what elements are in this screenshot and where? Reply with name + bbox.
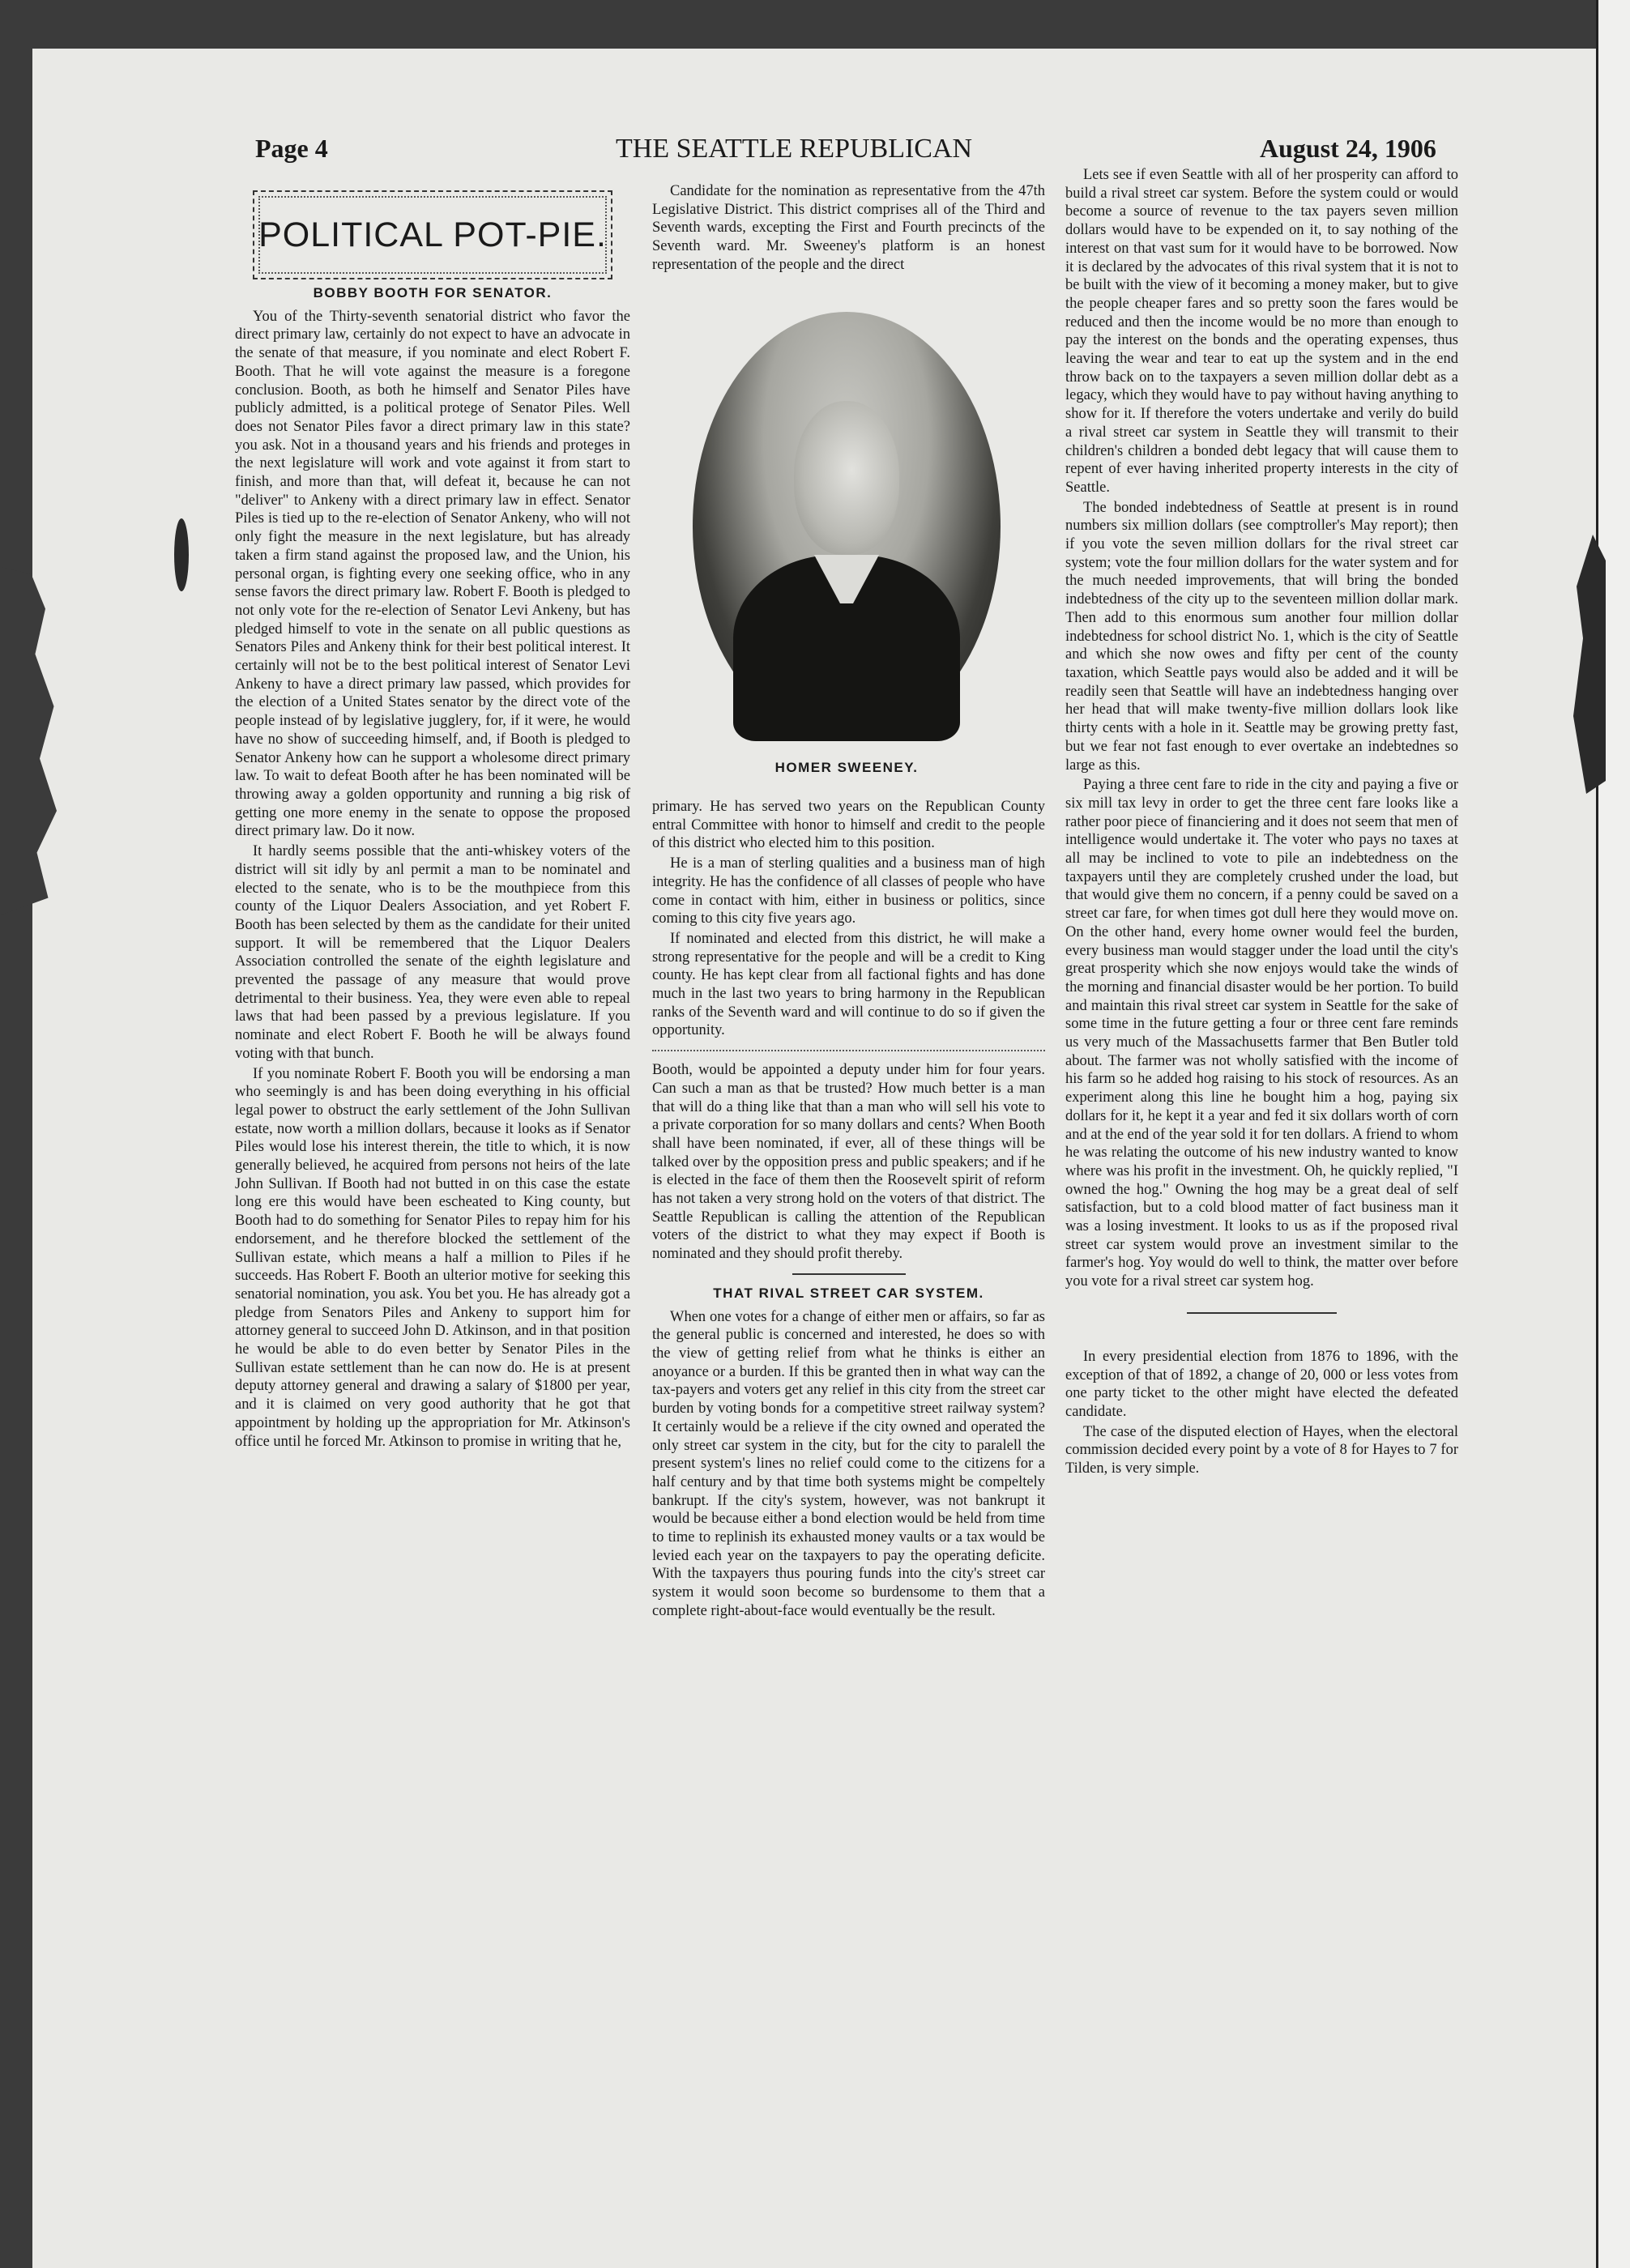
- page-number: Page 4: [255, 134, 328, 163]
- portrait-face: [794, 401, 899, 555]
- section-title-box: [253, 190, 612, 279]
- article-paragraph: Booth, would be appointed a deputy under him for four years. Can such a man as that be trusted? How much better is a man that will do a thing like that than a man who will sell his vote to a private corporation for so many dollars and cents? When Booth shall have been nominated, if ever, all of these things will be talked over by the opposition press and public speakers; and if he is elected in the face of them then the Roosevelt spirit of reform has not taken a very strong hold on the voters of that district. The Seattle Republican is calling the attention of the Republican voters of the district to what they may expect if Booth is nominated and they should profit thereby.: [652, 1062, 1045, 1263]
- article-paragraph: When one votes for a change of either men or affairs, so far as the general public is concerned and interested, he does so with the view of getting relief from what he thinks is either an anoyance or a burden. If this be granted then in what way can the tax-payers and voters get any relief in this city from the street car burden by voting bonds for a competitive street railway system? It certainly would be a relieve if the city owned and operated the only street car system in the city, but for the city to paralell the present system's lines no relief could come to the citizens for a half century and by that time both systems might be compeltely bankrupt. If the city's system, however, was not bankrupt it would be because either a bond election would be held from time to time to replinish its exhausted money vaults or a tax would be levied each year on the taxpayers to pay the operating deficite. With the taxpayers thus pouring funds into the city's street car system it would soon become so burdensome to them that a complete right-about-face would eventually be the result.: [652, 1308, 1045, 1619]
- masthead-title: THE SEATTLE REPUBLICAN: [616, 134, 973, 164]
- article-paragraph: If you nominate Robert F. Booth you will be endorsing a man who seemingly is and has been doing everything in his official legal power to obstruct the early settlement of the John Sullivan estate, now worth a million dollars, because it looks as if Senator Piles would lose his interest therein, the title to which, it is now generally believed, he acquired from persons not heirs of the late John Sullivan. If Booth had not butted in on this case the estate long ere this would have been escheated to King county, but Booth had to do something for Senator Piles to repay him for his endorsement, and he therefore blocked the settlement of the Sullivan estate, which means a half a million to Piles if he succeeds. Has Robert F. Booth an ulterior motive for seeking this senatorial nomination, you ask. You bet you. He has already got a pledge from Senators Piles and Ankeny to support him for attorney general to succeed John D. Atkinson, and in that position he would be able to do even better by Senator Piles in the Sullivan estate settlement than he can now do. He is at present deputy attorney general and drawing a salary of $1800 per year, and it is claimed on very good authority that he got that appointment by holding up the appropriation for Mr. Atkinson's office until he forced Mr. Atkinson to promise in writing that he,: [235, 1065, 630, 1450]
- article-paragraph: He is a man of sterling qualities and a business man of high integrity. He has the confidence of all classes of people who have come in contact with him, either in business or politics, since coming to this city five years ago.: [652, 855, 1045, 927]
- section-rule: [1187, 1312, 1337, 1314]
- article-headline: THAT RIVAL STREET CAR SYSTEM.: [713, 1285, 984, 1301]
- issue-date: August 24, 1906: [1260, 134, 1436, 163]
- paper-hole: [174, 518, 189, 591]
- column-3: [1065, 166, 1458, 1478]
- dotted-divider: [652, 1050, 1045, 1051]
- portrait-caption: HOMER SWEENEY.: [774, 760, 919, 775]
- column-1: [235, 190, 630, 1451]
- article-paragraph: If nominated and elected from this district, he will make a strong representative for the people and will be a credit to King county. He has kept clear from all factional fights and has done much in the last two years to bring harmony in the Republican ranks of the Seventh ward and will continue to do so if given the opportunity.: [652, 930, 1045, 1039]
- article-paragraph: You of the Thirty-seventh senatorial district who favor the direct primary law, certainly do not expect to have an advocate in the senate of that measure, if you nominate and elect Robert F. Booth. That he will vote against the measure is a foregone conclusion. Booth, as both he himself and Senator Piles have publicly admitted, is a political protege of Senator Piles. Well does not Senator Piles favor a direct primary law in this state? you ask. Not in a thousand years and his friends and proteges in the next legislature will work and vote against it from start to finish, and more than that, will defeat it, because he can not "deliver" to Ankeny with a direct primary law in effect. Senator Piles is tied up to the re-election of Senator Ankeny, who will not only fight the measure in the next legislature, but has already taken a firm stand against the proposed law, and the Union, his personal organ, is fighting every one seeking office, who in any sense favors the direct primary law. Robert F. Booth is pledged to not only vote for the re-election of Senator Levi Ankeny, but has pledged himself to vote in the senate on all public questions as Senators Piles and Ankeny think for their best political interest. It certainly will not be to the best political interest of Senator Levi Ankeny to have a direct primary law passed, which provides for the election of a United States senator by the direct vote of the people instead of by legislative jugglery, for, if it were, he would have no show of succeeding himself, and, if Booth is pledged to Senator Ankeny how can he support a wholesome direct primary law. To wait to defeat Booth after he has been nominated will be throwing away a golden opportunity and running a big risk of getting one more enemy in the senate to oppose the proposed direct primary law. Do it now.: [235, 308, 630, 840]
- article-paragraph: Lets see if even Seattle with all of her prosperity can afford to build a rival street car system. Before the system could or would become a source of revenue to the tax payers seven million dollars would have to be expended on it, to say nothing of the interest on that vast sum for it would have to be borrowed. Now it is declared by the advocates of this rival system that it is not to be built with the view of it becoming a money maker, but to give the people cheaper fares and so pretty soon the fares would be reduced and then the income would be no more than enough to pay the interest on the bonds and the operating expenses, thus leaving the wear and tear to eat up the system and in the end throw back on to the taxpayers a seven million dollar debt as a legacy, which they would have to pay without having anything to show for it. If therefore the voters undertake and verily do build a rival street car system in Seattle they will transmit to their children's children a bonded debt legacy that will cause them to repent of ever having inherited property interests in the city of Seattle.: [1065, 167, 1458, 496]
- page-spine: [1596, 0, 1630, 2268]
- article-headline: BOBBY BOOTH FOR SENATOR.: [313, 285, 553, 301]
- article-paragraph: The bonded indebtedness of Seattle at present is in round numbers six million dollars (see comptroller's May report); then if you vote the seven million dollars for the rival street car system; vote the four million dollars for the water system and for the much needed improvements, that will bring the bonded indebtedness of the city up to the seventeen million dollar mark. Then add to this enormous sum another four million dollar indebtedness for school district No. 1, which is the city of Seattle and which she now owes and fifty per cent of the county taxation, which Seattle pays would also be added and it will be readily seen that Seattle will have an indebtedness hanging over her head that will make twenty-five million dollars look like thirty cents with a hole in it. Seattle may be growing pretty fast, but we fear not fast enough to ever overtake an indebtednes so large as this.: [1065, 499, 1458, 774]
- column-2-top: [652, 182, 1045, 275]
- portrait-photo: [693, 312, 1001, 741]
- article-paragraph: primary. He has served two years on the Republican County entral Committee with honor to himself and credit to the people of this district who elected him to this position.: [652, 799, 1045, 852]
- section-title: POLITICAL POT-PIE.: [258, 215, 607, 254]
- article-paragraph: The case of the disputed election of Hayes, when the electoral commission decided every point by a vote of 8 for Hayes to 7 for Tilden, is very simple.: [1065, 1423, 1458, 1477]
- section-rule: [792, 1273, 906, 1275]
- article-paragraph: It hardly seems possible that the anti-whiskey voters of the district will sit idly by anl permit a man to be nominatel and elected to the senate, who is to be the mouthpiece from this county of the Liquor Dealers Association, and yet Robert F. Booth has been selected by them as the candidate for their united support. It will be remembered that the Liquor Dealers Association controlled the senate of the eighth legislature and prevented the passage of any measure that would prove detrimental to their business. Yea, they were even able to repeal laws that had been passed by a previous legislature. If you nominate and elect Robert F. Booth he will be always found voting with that bunch.: [235, 843, 630, 1062]
- article-paragraph: In every presidential election from 1876 to 1896, with the exception of that of 1892, a change of 20, 000 or less votes from one party ticket to the other might have elected the defeated candidate.: [1065, 1348, 1458, 1420]
- article-paragraph: Paying a three cent fare to ride in the city and paying a five or six mill tax levy in order to get the three cent fare looks like a rather poor piece of financiering and it does not seem that men of intelligence would undertake it. The voter who pays no taxes at all may be inclined to vote to pile an indebtedness on the taxpayers until they are completely crushed under the load, but that would give them no concern, if a penny could be saved on a street car fare, for when times got dull here they would move on. On the other hand, every home owner would feel the burden, every business man would stagger under the load until the city's great prosperity which she now enjoys would take the winds of the morning and financial disaster would be her portion. To build and maintain this rival street car system in Seattle for the sake of some time in the future getting a four or three cent fare reminds us very much of the Massachusetts farmer that Ben Butler told about. The farmer was not wholly satisfied with the income of his farm so he added hog raising to his stock of resources. As an experiment along this line he bought him a hog, paying six dollars for it, he kept it a year and fed it six dollars worth of corn and at the end of the year sold it for ten dollars. A friend to whom he was relating the outcome of his new industry wanted to know where was his profit in the investment. Oh, he quickly replied, "I owned the hog." Owning the hog may be a great deal of self satisfaction, but to a cold blood matter of fact business man it was a losing investment. It looks to us as if the proposed rival street car system would prove an investment similar to the farmer's hog. Yoy would do well to think, the matter over before you vote for a rival street car system hog.: [1065, 777, 1458, 1290]
- column-2-bottom: [652, 798, 1045, 1621]
- candidate-intro: Candidate for the nomination as representative from the 47th Legislative District. This district comprises all of the Third and Seventh wards, excepting the First and Fourth precincts of the Seventh ward. Mr. Sweeney's platform is an honest representation of the people and the direct: [652, 183, 1045, 273]
